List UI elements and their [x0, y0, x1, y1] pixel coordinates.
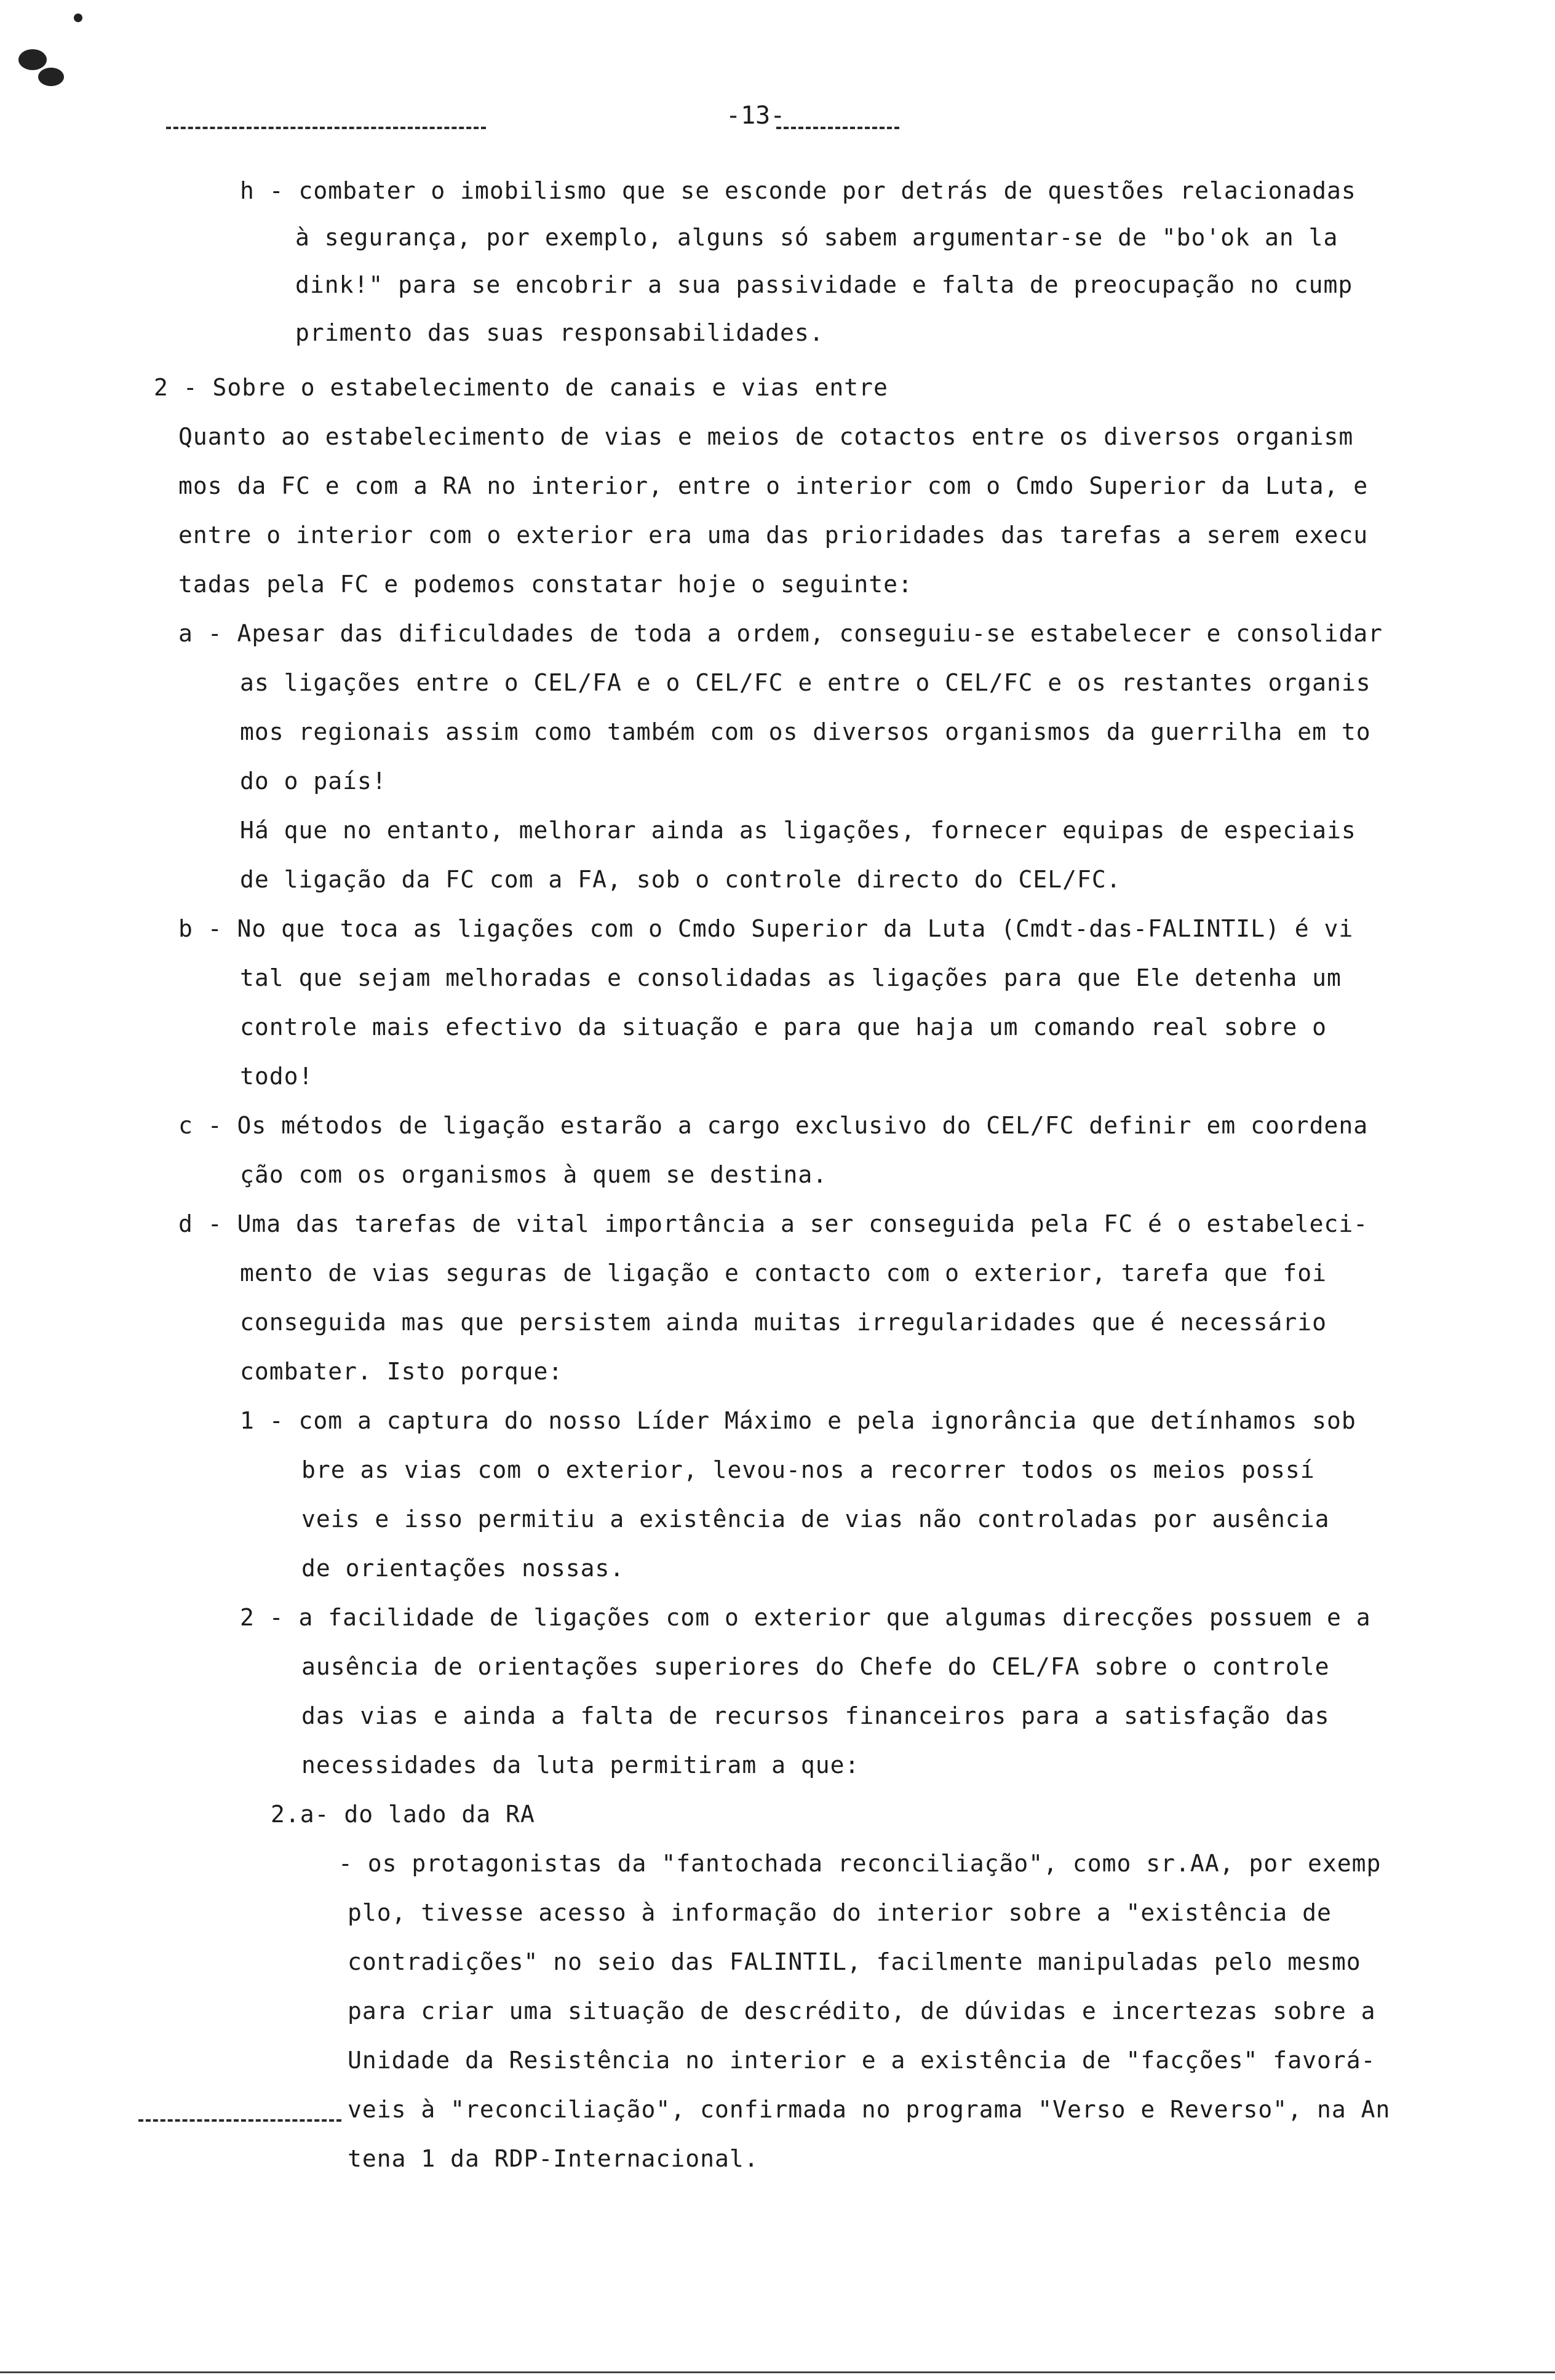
- text-line: b - No que toca as ligações com o Cmdo Superior da Luta (Cmdt-das-FALINTIL) é vi: [178, 915, 1354, 942]
- text-line: - os protagonistas da "fantochada reconciliação", como sr.AA, por exemp: [338, 1850, 1382, 1877]
- bottom-edge-rule: [0, 2371, 1555, 2373]
- text-line: entre o interior com o exterior era uma das prioridades das tarefas a serem execu: [178, 522, 1369, 549]
- text-line: necessidades da luta permitiram a que:: [301, 1751, 860, 1779]
- text-line: combater. Isto porque:: [240, 1358, 563, 1385]
- text-line: conseguida mas que persistem ainda muitas irregularidades que é necessário: [240, 1309, 1327, 1336]
- text-line: tal que sejam melhoradas e consolidadas as ligações para que Ele detenha um: [240, 964, 1342, 991]
- text-line: à segurança, por exemplo, alguns só sabem argumentar-se de "bo'ok an la: [295, 224, 1338, 251]
- text-line: Unidade da Resistência no interior e a existência de "facções" favorá-: [348, 2047, 1376, 2074]
- text-line: ausência de orientações superiores do Chefe do CEL/FA sobre o controle: [301, 1653, 1330, 1680]
- text-line: tena 1 da RDP-Internacional.: [348, 2145, 759, 2172]
- text-line: d - Uma das tarefas de vital importância a ser conseguida pela FC é o estabeleci-: [178, 1210, 1369, 1237]
- text-line: para criar uma situação de descrédito, de dúvidas e incertezas sobre a: [348, 1997, 1376, 2025]
- text-line: Quanto ao estabelecimento de vias e meios de cotactos entre os diversos organism: [178, 423, 1354, 450]
- text-line: mento de vias seguras de ligação e contacto com o exterior, tarefa que foi: [240, 1259, 1327, 1287]
- text-line: 2 - Sobre o estabelecimento de canais e vias entre: [154, 374, 888, 401]
- text-line: das vias e ainda a falta de recursos financeiros para a satisfação das: [301, 1702, 1330, 1729]
- text-line: dink!" para se encobrir a sua passividade e falta de preocupação no cump: [295, 271, 1353, 298]
- header-rule-left: [166, 127, 486, 129]
- scan-speck: [38, 68, 64, 86]
- text-line: c - Os métodos de ligação estarão a cargo exclusivo do CEL/FC definir em coordena: [178, 1112, 1369, 1139]
- scan-speck: [74, 14, 82, 22]
- header-rule-right: [776, 127, 899, 129]
- text-line: h - combater o imobilismo que se esconde por detrás de questões relacionadas: [240, 177, 1356, 204]
- text-line: contradições" no seio das FALINTIL, facilmente manipuladas pelo mesmo: [348, 1948, 1361, 1975]
- text-line: do o país!: [240, 768, 387, 795]
- text-line: Há que no entanto, melhorar ainda as ligações, fornecer equipas de especiais: [240, 817, 1356, 844]
- text-line: 2 - a facilidade de ligações com o exterior que algumas direcções possuem e a: [240, 1604, 1371, 1631]
- page-number: -13-: [726, 101, 785, 130]
- text-line: todo!: [240, 1063, 314, 1090]
- text-line: mos regionais assim como também com os diversos organismos da guerrilha em to: [240, 718, 1371, 745]
- text-line: de orientações nossas.: [301, 1555, 625, 1582]
- text-line: as ligações entre o CEL/FA e o CEL/FC e entre o CEL/FC e os restantes organis: [240, 669, 1371, 696]
- text-line: bre as vias com o exterior, levou-nos a recorrer todos os meios possí: [301, 1456, 1315, 1483]
- text-line: a - Apesar das dificuldades de toda a ordem, conseguiu-se estabelecer e consolidar: [178, 620, 1383, 647]
- scan-speck: [18, 49, 47, 70]
- text-line: mos da FC e com a RA no interior, entre o interior com o Cmdo Superior da Luta, e: [178, 472, 1369, 499]
- text-line: veis à "reconciliação", confirmada no programa "Verso e Reverso", na An: [348, 2096, 1391, 2123]
- text-line: 1 - com a captura do nosso Líder Máximo e pela ignorância que detínhamos sob: [240, 1407, 1356, 1434]
- text-line: de ligação da FC com a FA, sob o controle directo do CEL/FC.: [240, 866, 1121, 893]
- text-line: 2.a- do lado da RA: [271, 1801, 535, 1828]
- text-line: plo, tivesse acesso à informação do interior sobre a "existência de: [348, 1899, 1332, 1926]
- text-line: ção com os organismos à quem se destina.: [240, 1161, 828, 1188]
- text-line: veis e isso permitiu a existência de vias não controladas por ausência: [301, 1505, 1330, 1533]
- margin-rule: [138, 2119, 341, 2122]
- text-line: primento das suas responsabilidades.: [295, 319, 824, 346]
- text-line: tadas pela FC e podemos constatar hoje o seguinte:: [178, 571, 913, 598]
- text-line: controle mais efectivo da situação e para que haja um comando real sobre o: [240, 1013, 1327, 1041]
